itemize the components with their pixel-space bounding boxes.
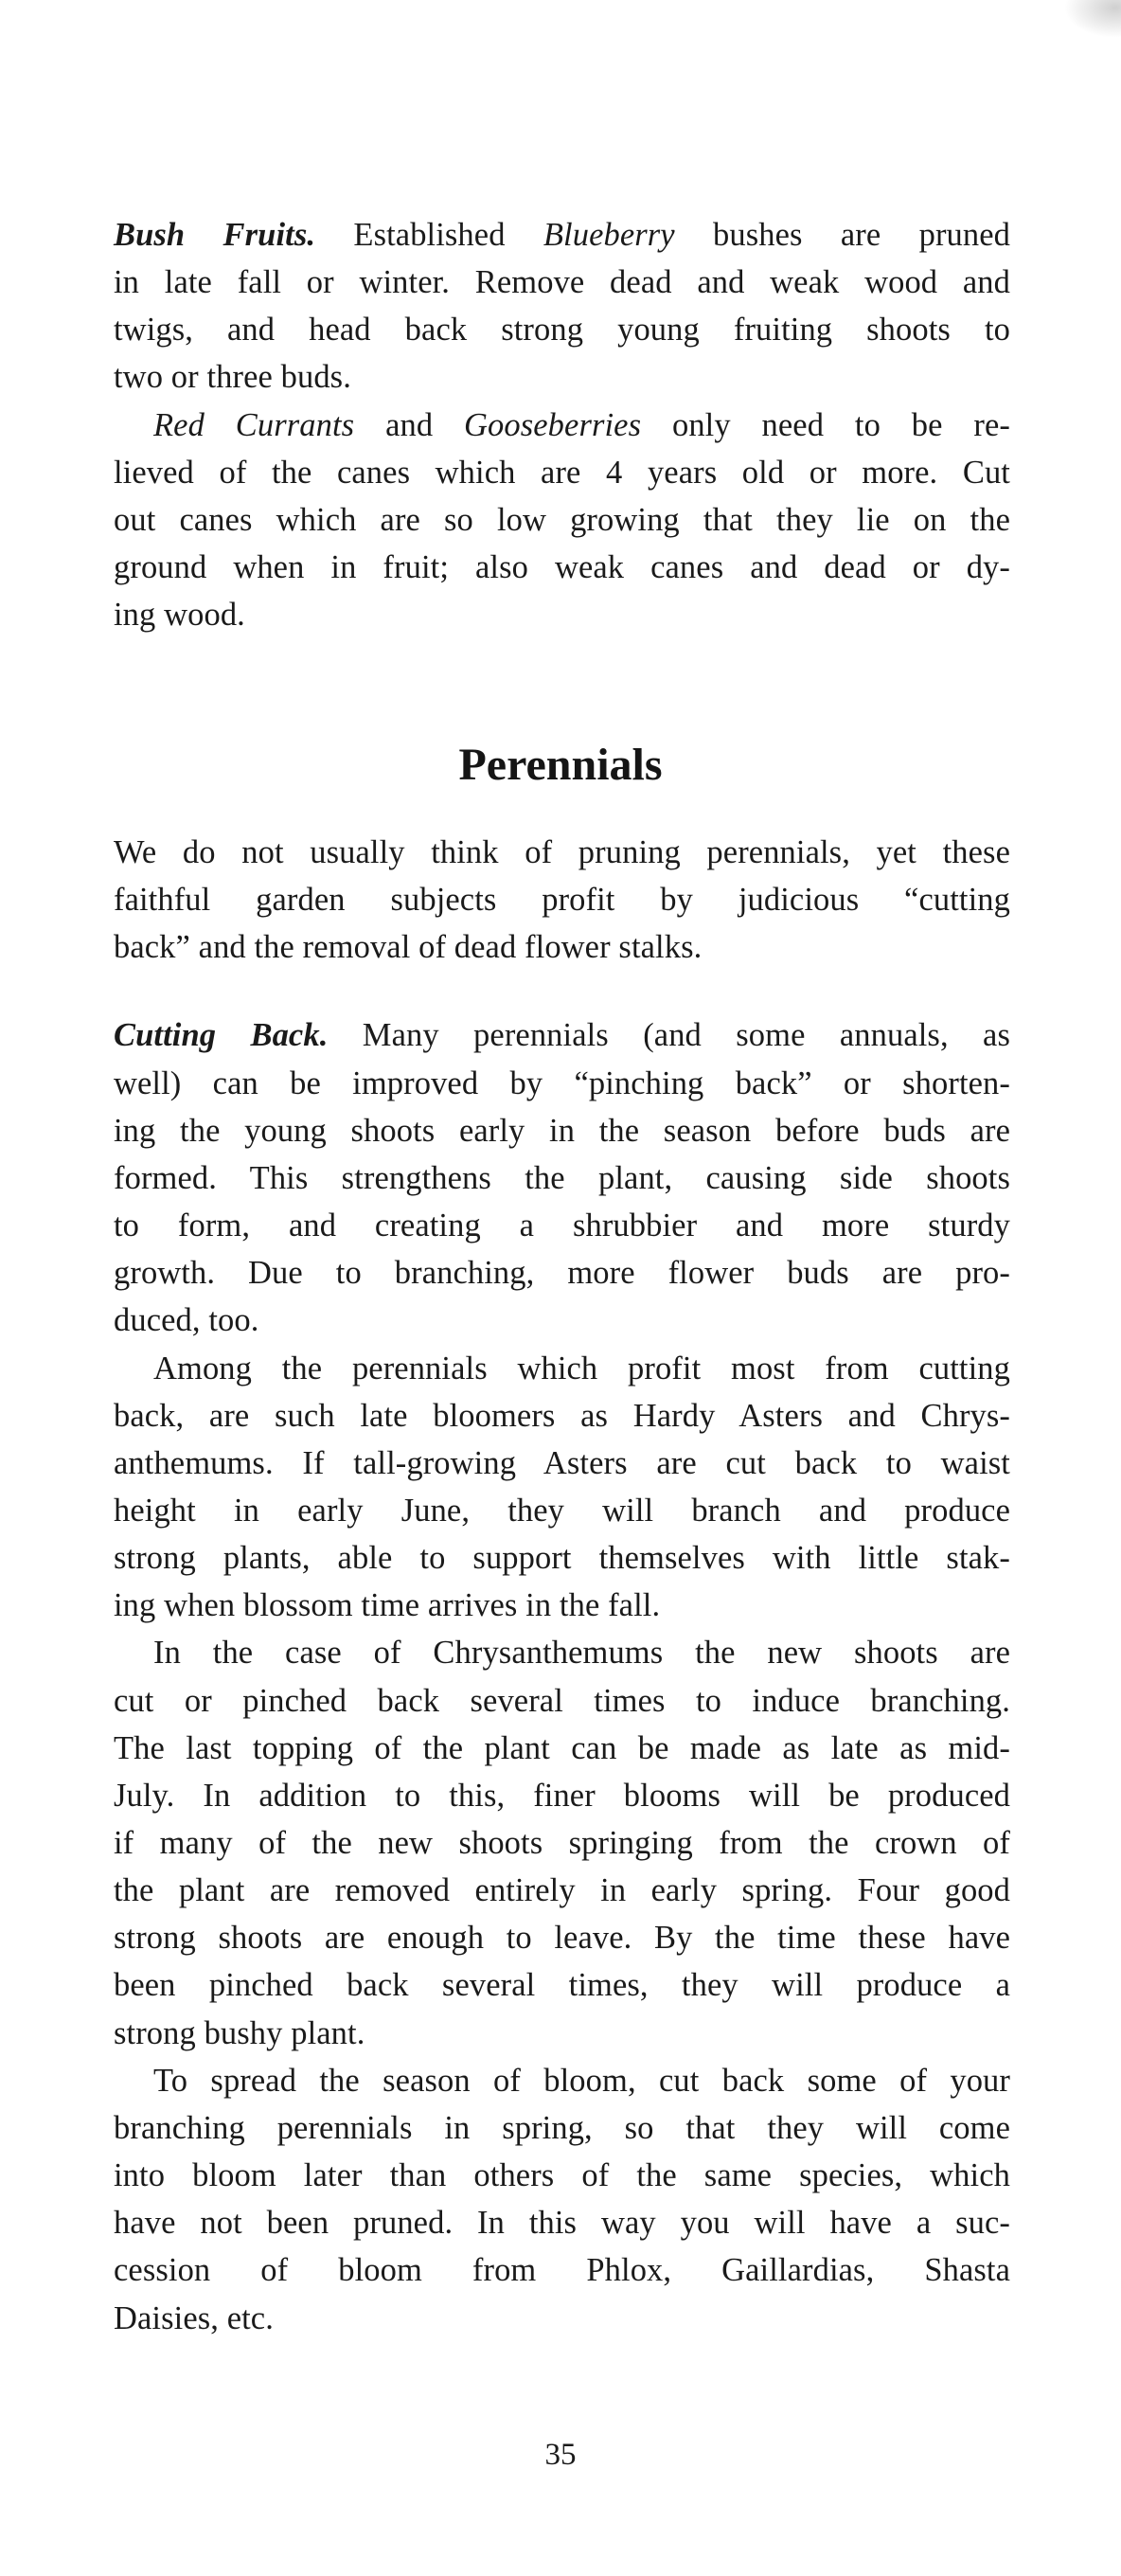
text-line [114,306,1010,353]
text-run: into bloom later than others of the same species, which [114,2157,1010,2194]
text-line [153,1629,1010,1676]
text-line [114,1249,1010,1297]
text-line [114,876,1010,923]
text-run: in late fall or winter. Remove dead and weak wood and [114,264,1010,301]
text-run: ing the young shoots early in the season before buds are [114,1112,1010,1149]
text-run: July. In addition to this, finer blooms will be produced [114,1777,1010,1814]
text-run: Among the perennials which profit most from cutting [153,1350,1010,1386]
text-line [114,259,1010,306]
text-line [114,1011,1010,1059]
text-line [114,2104,1010,2152]
text-run: branching perennials in spring, so that they will come [114,2109,1010,2146]
scan-artifact [1064,0,1121,38]
text-run: In the case of Chrysanthemums the new shoots are [153,1635,1010,1672]
text-run: faithful garden subjects profit by judicious “cutting [114,882,1010,919]
text-run: strong bushy plant. [114,2014,365,2051]
text-line [114,1487,1010,1534]
text-run: back, are such late bloomers as Hardy Asters and Chrys- [114,1397,1010,1434]
italic-term: Blueberry [543,217,675,253]
text-run: lieved of the canes which are 4 years old or more. Cut [114,454,1010,491]
text-line [114,2199,1010,2246]
text-run: out canes which are so low growing that they lie on the [114,501,1010,538]
text-run: height in early June, they will branch and produce [114,1492,1010,1529]
text-run: formed. This strengthens the plant, causing side shoots [114,1159,1010,1196]
text-line [114,1677,1010,1725]
text-run: only need to be re- [641,406,1010,443]
text-line [114,591,1010,638]
text-run: strong plants, able to support themselves with little stak- [114,1540,1010,1577]
text-run: twigs, and head back strong young fruiting shoots to [114,312,1010,349]
text-line [114,1534,1010,1582]
text-run: and [354,406,465,443]
text-run: cession of bloom from Phlox, Gaillardias, Shasta [114,2252,1010,2289]
text-run: growth. Due to branching, more flower buds are pro- [114,1255,1010,1292]
page-number: 35 [544,2438,577,2472]
text-run: cut or pinched back several times to induce branching. [114,1682,1010,1719]
text-line [114,1914,1010,1961]
text-line [114,2295,1010,2342]
text-line [114,829,1010,876]
text-line [114,2152,1010,2199]
text-run: bushes are pruned [674,217,1011,253]
text-run: ing wood. [114,597,245,634]
text-line [114,2010,1010,2057]
text-run: Daisies, etc. [114,2299,274,2336]
text-line [114,1060,1010,1107]
text-line [114,1772,1010,1819]
text-line [114,1725,1010,1772]
text-line [153,2057,1010,2104]
text-line [114,2246,1010,2294]
text-line [114,1582,1010,1629]
text-line [114,544,1010,591]
italic-term: Red Currants [153,406,355,443]
text-run: strong shoots are enough to leave. By the time these have [114,1920,1010,1957]
text-run: anthemums. If tall-growing Asters are cut back to waist [114,1444,1010,1481]
text-run: back” and the removal of dead flower stalks. [114,929,703,966]
text-line [114,1867,1010,1914]
text-line [114,1202,1010,1249]
text-run: two or three buds. [114,359,351,396]
text-line [114,1297,1010,1344]
text-line [114,449,1010,496]
text-line [114,1392,1010,1440]
section-heading-perennials: Perennials [458,740,663,790]
text-line [153,402,1010,449]
text-line [114,1154,1010,1202]
text-line [114,211,1010,259]
text-run: have not been pruned. In this way you will have a suc- [114,2205,1010,2242]
text-run: Established [315,217,543,253]
text-run: Many perennials (and some annuals, as [328,1017,1010,1054]
text-run: We do not usually think of pruning perennials, yet these [114,834,1010,870]
text-run: ground when in fruit; also weak canes and dead or dy- [114,549,1010,586]
text-line [114,353,1010,401]
text-run: To spread the season of bloom, cut back some of your [153,2062,1010,2099]
italic-term: Gooseberries [464,406,642,443]
text-line [114,1819,1010,1867]
text-line [114,1961,1010,2009]
text-line [114,923,1010,971]
text-line [114,496,1010,544]
text-line [153,1345,1010,1392]
text-run: if many of the new shoots springing from the crown of [114,1825,1010,1861]
run-in-heading: Bush Fruits. [114,217,316,253]
text-line [114,1440,1010,1487]
text-line [114,1107,1010,1154]
text-run: well) can be improved by “pinching back” or shorten- [114,1064,1010,1101]
run-in-heading: Cutting Back. [114,1017,329,1054]
text-run: to form, and creating a shrubbier and more sturdy [114,1208,1010,1244]
text-run: The last topping of the plant can be made as late as mid- [114,1729,1010,1766]
text-run: ing when blossom time arrives in the fall. [114,1587,661,1624]
text-run: duced, too. [114,1302,259,1339]
text-run: been pinched back several times, they will produce a [114,1967,1010,2004]
text-run: the plant are removed entirely in early spring. Four good [114,1872,1010,1909]
